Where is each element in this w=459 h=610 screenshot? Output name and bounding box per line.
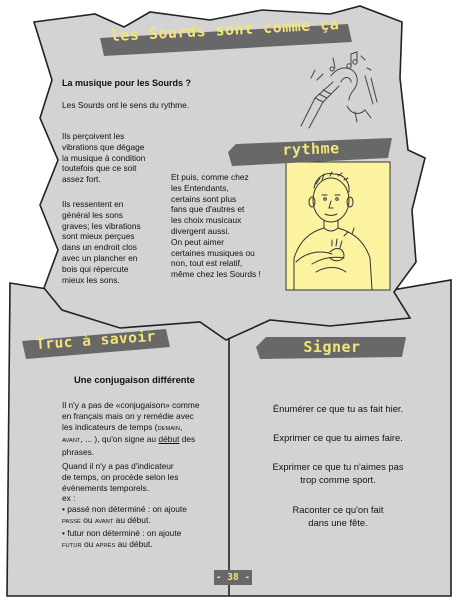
col2-line: certaines musiques ou	[171, 247, 255, 258]
truc-text: au début.	[115, 538, 153, 549]
signer-instruction-4a: Raconter ce qu'on fait	[292, 504, 384, 515]
truc-paragraph2	[62, 461, 222, 551]
signer-instruction-2: Exprimer ce que tu aimes faire.	[273, 432, 403, 443]
col1-p1-line: vibrations que dégage	[62, 141, 145, 152]
signer-instruction-3a: Exprimer ce que tu n'aimes pas	[272, 461, 404, 472]
truc-text: ,	[179, 421, 183, 432]
col2-line: les Entendants,	[171, 182, 229, 193]
keyword-apres: APRÈS	[95, 542, 116, 549]
question-heading: La musique pour les Sourds ?	[62, 78, 192, 88]
bullet-futur: • futur non déterminé : on ajoute	[62, 527, 182, 538]
column1-paragraph1	[62, 131, 182, 185]
signer-instruction-3b: trop comme sport.	[300, 474, 376, 485]
column1-paragraph2	[62, 199, 182, 285]
intro-text: Les Sourds ont le sens du rythme.	[62, 100, 190, 110]
truc-line: phrases.	[62, 447, 95, 458]
col1-p2-line: mieux les sons.	[62, 274, 120, 285]
page-number-box	[214, 570, 252, 585]
truc-text: les indicateurs de temps (	[62, 421, 158, 432]
conjugation-heading: Une conjugaison différente	[74, 374, 195, 385]
col2-line: Et puis, comme chez	[171, 172, 249, 182]
truc-banner-title: Truc à savoir	[35, 328, 157, 354]
col1-p1-line: toutefois que ce soit	[62, 163, 137, 174]
col1-p2-line: graves; les vibrations	[62, 220, 141, 231]
col1-p2-line: bois qui répercute	[62, 263, 129, 274]
truc-line: de temps, on procède selon les	[62, 471, 179, 482]
truc-text: des	[179, 434, 196, 445]
col2-line: fans que d'autres et	[171, 204, 245, 215]
col2-line: certains sont plus	[171, 193, 237, 204]
keyword-passe: PASSÉ	[62, 518, 81, 525]
bullet-passe: • passé non déterminé : on ajoute	[62, 504, 187, 515]
truc-line: évènements temporels.	[62, 482, 150, 493]
col2-line: non, tout est relatif,	[171, 258, 243, 269]
col1-p2-line: général les sons	[62, 209, 123, 220]
truc-line: Il n'y a pas de «conjugaison» comme	[62, 400, 200, 410]
signer-instruction-4b: dans une fête.	[308, 517, 368, 528]
rythme-banner-title: rythme	[282, 139, 340, 159]
col2-line: divergent aussi.	[171, 225, 230, 236]
truc-line	[62, 515, 222, 528]
keyword-futur: FUTUR	[62, 542, 82, 549]
col2-line: On peut aimer	[171, 236, 225, 247]
keyword-avant: AVANT	[62, 438, 81, 445]
truc-line: Quand il n'y a pas d'indicateur	[62, 461, 174, 471]
truc-line	[62, 539, 222, 552]
truc-line	[62, 422, 222, 435]
col2-line: les choix musicaux	[171, 215, 242, 226]
keyword-demain: DEMAIN	[157, 425, 180, 432]
col1-p1-line: assez fort.	[62, 174, 101, 185]
truc-text: ou	[81, 538, 96, 549]
keyword-debut: début	[158, 434, 180, 445]
truc-line: ex :	[62, 493, 76, 504]
column2-paragraph	[171, 172, 283, 280]
signer-instruction-1: Énumérer ce que tu as fait hier.	[272, 403, 404, 414]
main-banner-title: les Sourds sont comme ça	[110, 15, 340, 45]
truc-text: ou	[80, 514, 95, 525]
signer-banner-title: Signer	[303, 338, 361, 356]
music-ear-sketch	[295, 48, 385, 130]
truc-text: au début.	[113, 514, 151, 525]
col1-p2-line: dans un endroit clos	[62, 242, 137, 253]
col1-p2-line: avec un plancher en	[62, 252, 138, 263]
signing-person-illustration	[286, 162, 390, 290]
truc-line	[62, 434, 222, 447]
col1-p2-line: sont mieux perçues	[62, 231, 135, 242]
truc-paragraph1	[62, 400, 222, 458]
page-number: - 38 -	[215, 572, 251, 583]
col1-p1-line: Ils perçoivent les	[62, 131, 125, 141]
col1-p1-line: la musique à condition	[62, 152, 146, 163]
truc-line: en français mais on y remédie avec	[62, 410, 194, 421]
keyword-avant: AVANT	[94, 518, 114, 525]
col2-line: même chez les Sourds !	[171, 269, 261, 280]
col1-p2-line: Ils ressentent en	[62, 199, 124, 209]
truc-text: , ... ), qu'on signe au	[80, 434, 159, 445]
